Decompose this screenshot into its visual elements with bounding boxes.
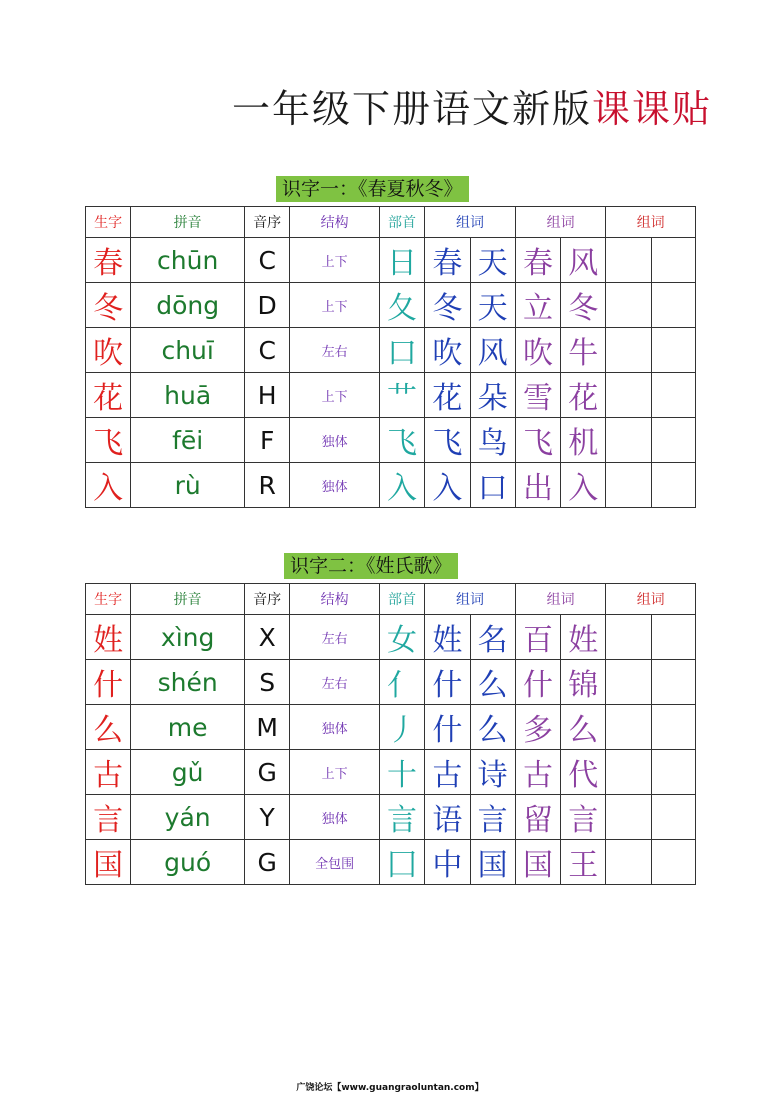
word2-cell: 言 — [561, 795, 606, 840]
order-cell: Y — [245, 795, 290, 840]
blank-cell — [606, 615, 651, 660]
table-row — [86, 795, 696, 840]
char-cell: 冬 — [86, 283, 131, 328]
order-cell: G — [245, 840, 290, 885]
lesson-table-2 — [85, 583, 696, 885]
word2-cell: 吹 — [515, 328, 560, 373]
char-cell: 飞 — [86, 418, 131, 463]
radical-cell: 亻 — [379, 660, 424, 705]
word1-cell: 古 — [425, 750, 470, 795]
word2-cell: 风 — [561, 238, 606, 283]
header-words2: 组词 — [515, 584, 606, 615]
order-cell: G — [245, 750, 290, 795]
structure-cell: 上下 — [290, 238, 380, 283]
word1-cell: 什 — [425, 660, 470, 705]
radical-cell: 日 — [379, 238, 424, 283]
word1-cell: 冬 — [425, 283, 470, 328]
header-radical: 部首 — [379, 207, 424, 238]
blank-cell — [651, 660, 695, 705]
structure-cell: 左右 — [290, 660, 380, 705]
word2-cell: 机 — [561, 418, 606, 463]
word1-cell: 言 — [470, 795, 515, 840]
word1-cell: 春 — [425, 238, 470, 283]
blank-cell — [606, 660, 651, 705]
radical-cell: 言 — [379, 795, 424, 840]
char-cell: 什 — [86, 660, 131, 705]
word1-cell: 鸟 — [470, 418, 515, 463]
blank-cell — [606, 373, 651, 418]
table-row — [86, 283, 696, 328]
char-cell: 花 — [86, 373, 131, 418]
table-row — [86, 750, 696, 795]
title-accent: 课课贴 — [592, 87, 713, 131]
pinyin-cell: huā — [131, 373, 245, 418]
word2-cell: 锦 — [561, 660, 606, 705]
word2-cell: 冬 — [561, 283, 606, 328]
word2-cell: 百 — [515, 615, 560, 660]
blank-cell — [651, 418, 695, 463]
table-row — [86, 840, 696, 885]
word2-cell: 王 — [561, 840, 606, 885]
pinyin-cell: shén — [131, 660, 245, 705]
radical-cell: 艹 — [379, 373, 424, 418]
table-row — [86, 615, 696, 660]
word1-cell: 么 — [470, 660, 515, 705]
table-row — [86, 328, 696, 373]
pinyin-cell: gǔ — [131, 750, 245, 795]
pinyin-cell: chūn — [131, 238, 245, 283]
header-char: 生字 — [86, 207, 131, 238]
order-cell: M — [245, 705, 290, 750]
blank-cell — [651, 615, 695, 660]
section-title-2: 识字二：《姓氏歌》 — [284, 553, 458, 579]
footer-source: 广饶论坛【www.guangraoluntan.com】 — [296, 1083, 484, 1093]
structure-cell: 上下 — [290, 373, 380, 418]
order-cell: S — [245, 660, 290, 705]
lesson-table-1 — [85, 206, 696, 508]
word1-cell: 朵 — [470, 373, 515, 418]
table-row — [86, 373, 696, 418]
word2-cell: 雪 — [515, 373, 560, 418]
word2-cell: 立 — [515, 283, 560, 328]
header-words3: 组词 — [606, 584, 696, 615]
blank-cell — [606, 283, 651, 328]
header-row — [86, 207, 696, 238]
word2-cell: 多 — [515, 705, 560, 750]
pinyin-cell: dōng — [131, 283, 245, 328]
word2-cell: 么 — [561, 705, 606, 750]
header-words1: 组词 — [425, 584, 516, 615]
word2-cell: 什 — [515, 660, 560, 705]
pinyin-cell: fēi — [131, 418, 245, 463]
blank-cell — [606, 750, 651, 795]
order-cell: X — [245, 615, 290, 660]
order-cell: R — [245, 463, 290, 508]
order-cell: H — [245, 373, 290, 418]
word1-cell: 吹 — [425, 328, 470, 373]
order-cell: F — [245, 418, 290, 463]
blank-cell — [651, 238, 695, 283]
structure-cell: 独体 — [290, 705, 380, 750]
char-cell: 言 — [86, 795, 131, 840]
pinyin-cell: yán — [131, 795, 245, 840]
blank-cell — [606, 463, 651, 508]
word1-cell: 名 — [470, 615, 515, 660]
char-cell: 吹 — [86, 328, 131, 373]
order-cell: C — [245, 328, 290, 373]
structure-cell: 独体 — [290, 463, 380, 508]
order-cell: D — [245, 283, 290, 328]
title-main: 一年级下册语文新版 — [232, 87, 593, 131]
table-row — [86, 463, 696, 508]
word2-cell: 入 — [561, 463, 606, 508]
header-char: 生字 — [86, 584, 131, 615]
word2-cell: 飞 — [515, 418, 560, 463]
table-row — [86, 238, 696, 283]
word2-cell: 牛 — [561, 328, 606, 373]
blank-cell — [606, 328, 651, 373]
word1-cell: 天 — [470, 238, 515, 283]
header-order: 音序 — [245, 584, 290, 615]
word2-cell: 留 — [515, 795, 560, 840]
word1-cell: 姓 — [425, 615, 470, 660]
header-radical: 部首 — [379, 584, 424, 615]
word2-cell: 代 — [561, 750, 606, 795]
char-cell: 古 — [86, 750, 131, 795]
word1-cell: 什 — [425, 705, 470, 750]
structure-cell: 全包围 — [290, 840, 380, 885]
char-cell: 入 — [86, 463, 131, 508]
radical-cell: 飞 — [379, 418, 424, 463]
char-cell: 么 — [86, 705, 131, 750]
char-cell: 姓 — [86, 615, 131, 660]
word2-cell: 古 — [515, 750, 560, 795]
pinyin-cell: me — [131, 705, 245, 750]
blank-cell — [651, 328, 695, 373]
table-row — [86, 418, 696, 463]
structure-cell: 左右 — [290, 328, 380, 373]
word1-cell: 诗 — [470, 750, 515, 795]
radical-cell: 入 — [379, 463, 424, 508]
pinyin-cell: xìng — [131, 615, 245, 660]
header-pinyin: 拼音 — [131, 207, 245, 238]
header-structure: 结构 — [290, 207, 380, 238]
header-structure: 结构 — [290, 584, 380, 615]
structure-cell: 上下 — [290, 750, 380, 795]
radical-cell: 丿 — [379, 705, 424, 750]
header-order: 音序 — [245, 207, 290, 238]
word1-cell: 中 — [425, 840, 470, 885]
blank-cell — [651, 373, 695, 418]
radical-cell: 囗 — [379, 840, 424, 885]
blank-cell — [606, 795, 651, 840]
blank-cell — [651, 283, 695, 328]
section-title-1: 识字一：《春夏秋冬》 — [276, 176, 469, 202]
word2-cell: 姓 — [561, 615, 606, 660]
structure-cell: 独体 — [290, 418, 380, 463]
table-row — [86, 660, 696, 705]
pinyin-cell: chuī — [131, 328, 245, 373]
word1-cell: 风 — [470, 328, 515, 373]
blank-cell — [651, 795, 695, 840]
char-cell: 国 — [86, 840, 131, 885]
word2-cell: 花 — [561, 373, 606, 418]
header-words1: 组词 — [425, 207, 516, 238]
word2-cell: 春 — [515, 238, 560, 283]
word1-cell: 国 — [470, 840, 515, 885]
structure-cell: 上下 — [290, 283, 380, 328]
structure-cell: 独体 — [290, 795, 380, 840]
header-pinyin: 拼音 — [131, 584, 245, 615]
order-cell: C — [245, 238, 290, 283]
radical-cell: 女 — [379, 615, 424, 660]
word1-cell: 么 — [470, 705, 515, 750]
word1-cell: 花 — [425, 373, 470, 418]
word1-cell: 入 — [425, 463, 470, 508]
pinyin-cell: guó — [131, 840, 245, 885]
blank-cell — [651, 750, 695, 795]
header-row — [86, 584, 696, 615]
blank-cell — [651, 463, 695, 508]
word2-cell: 出 — [515, 463, 560, 508]
radical-cell: 口 — [379, 328, 424, 373]
radical-cell: 夂 — [379, 283, 424, 328]
blank-cell — [606, 840, 651, 885]
char-cell: 春 — [86, 238, 131, 283]
word1-cell: 口 — [470, 463, 515, 508]
blank-cell — [606, 705, 651, 750]
blank-cell — [651, 705, 695, 750]
blank-cell — [606, 238, 651, 283]
table-row — [86, 705, 696, 750]
header-words2: 组词 — [515, 207, 606, 238]
header-words3: 组词 — [606, 207, 696, 238]
blank-cell — [651, 840, 695, 885]
pinyin-cell: rù — [131, 463, 245, 508]
radical-cell: 十 — [379, 750, 424, 795]
word2-cell: 国 — [515, 840, 560, 885]
structure-cell: 左右 — [290, 615, 380, 660]
word1-cell: 飞 — [425, 418, 470, 463]
word1-cell: 语 — [425, 795, 470, 840]
page-title — [232, 78, 712, 133]
blank-cell — [606, 418, 651, 463]
word1-cell: 天 — [470, 283, 515, 328]
